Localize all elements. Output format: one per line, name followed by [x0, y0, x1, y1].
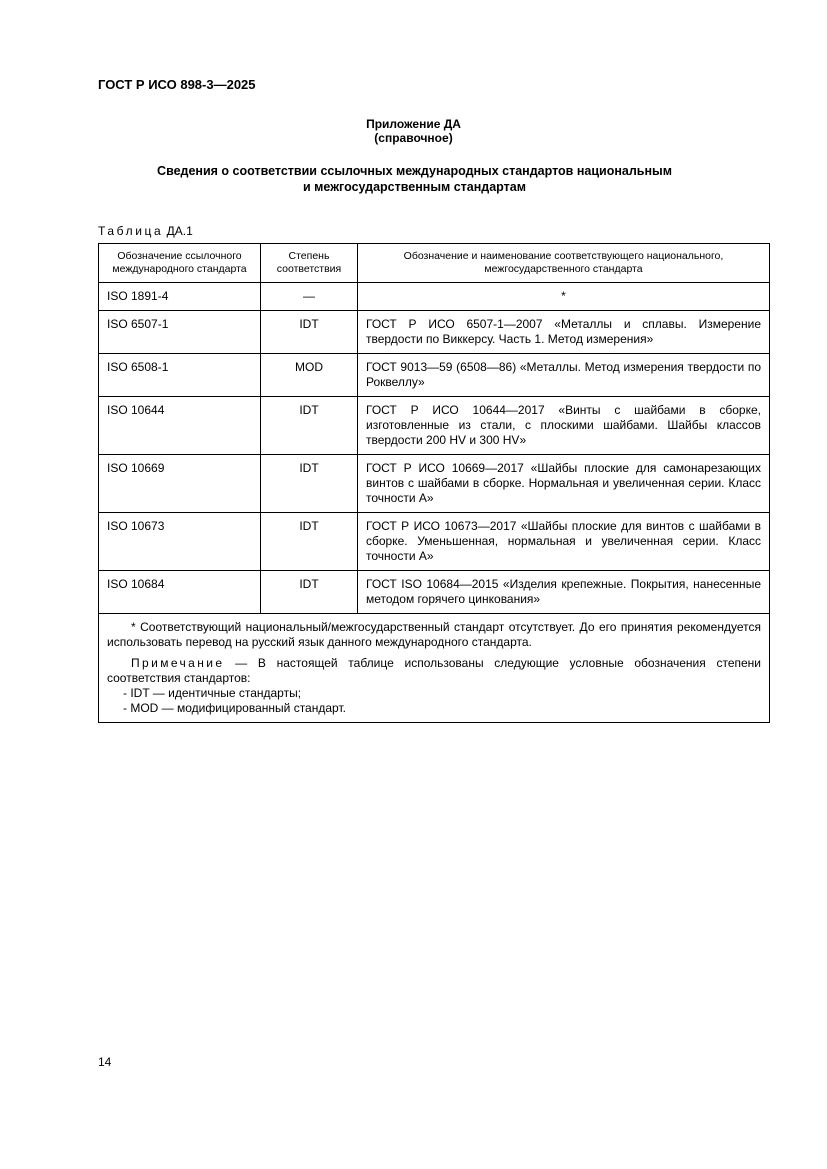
- cell-code: ISO 10644: [99, 397, 261, 455]
- table-notes-row: [99, 614, 770, 723]
- cell-name: ГОСТ Р ИСО 10673—2017 «Шайбы плоские для винтов с шайбами в сборке. Уменьшенная, нормальная и увеличенная серии. Класс точности А»: [358, 513, 770, 571]
- table-row: [99, 571, 770, 614]
- note-item-mod: - MOD — модифицированный стандарт.: [123, 701, 346, 715]
- cell-code: ISO 6508-1: [99, 354, 261, 397]
- cell-degree: IDT: [261, 397, 358, 455]
- cell-name: ГОСТ Р ИСО 10669—2017 «Шайбы плоские для самонарезающих винтов с шайбами в сборке. Нормальная и увеличенная серии. Класс точности А»: [358, 455, 770, 513]
- note: [107, 656, 761, 686]
- header-degree: Степень соответствия: [261, 244, 358, 283]
- table-header-row: [99, 244, 770, 283]
- annex-subtitle: (справочное): [374, 131, 453, 145]
- table-row: [99, 354, 770, 397]
- table-row: [99, 283, 770, 311]
- table-label: [98, 224, 193, 238]
- cell-name: ГОСТ ISO 10684—2015 «Изделия крепежные. Покрытия, нанесенные методом горячего цинкования»: [358, 571, 770, 614]
- cell-name: ГОСТ 9013—59 (6508—86) «Металлы. Метод измерения твердости по Роквеллу»: [358, 354, 770, 397]
- cell-code: ISO 10669: [99, 455, 261, 513]
- table-row: [99, 455, 770, 513]
- header-international-standard: Обозначение ссылочного международного стандарта: [99, 244, 261, 283]
- cell-code: ISO 1891-4: [99, 283, 261, 311]
- cell-name: ГОСТ Р ИСО 10644—2017 «Винты с шайбами в сборке, изготовленные из стали, с плоскими шайбами. Шайбы классов твердости 200 HV и 300 HV»: [358, 397, 770, 455]
- section-title-line-1: Сведения о соответствии ссылочных международных стандартов национальным: [157, 164, 672, 178]
- footnote: * Соответствующий национальный/межгосударственный стандарт отсутствует. До его принятия рекомендуется использовать перевод на русский язык данного международного стандарта.: [107, 620, 761, 649]
- section-title: [98, 163, 731, 195]
- cell-degree: IDT: [261, 311, 358, 354]
- note-text: — В настоящей таблице использованы следующие условные обозначения степени соответствия стандартов:: [107, 656, 761, 685]
- table-label-number: ДА.1: [163, 224, 193, 238]
- cell-degree: IDT: [261, 455, 358, 513]
- cell-degree: —: [261, 283, 358, 311]
- standards-table: [98, 243, 770, 723]
- table-row: [99, 513, 770, 571]
- table-row: [99, 397, 770, 455]
- table-row: [99, 311, 770, 354]
- document-code: ГОСТ Р ИСО 898-3—2025: [98, 77, 256, 92]
- cell-name: ГОСТ Р ИСО 6507-1—2007 «Металлы и сплавы. Измерение твердости по Виккерсу. Часть 1. Метод измерения»: [358, 311, 770, 354]
- cell-code: ISO 6507-1: [99, 311, 261, 354]
- note-item-idt: - IDT — идентичные стандарты;: [123, 686, 302, 700]
- cell-degree: IDT: [261, 513, 358, 571]
- cell-code: ISO 10684: [99, 571, 261, 614]
- page-number: 14: [98, 1055, 112, 1069]
- cell-name: *: [358, 283, 770, 311]
- table-label-word: Таблица: [98, 224, 164, 238]
- cell-degree: IDT: [261, 571, 358, 614]
- section-title-line-2: и межгосударственным стандартам: [303, 180, 526, 194]
- note-label: Примечание: [131, 656, 225, 670]
- table-notes: [99, 614, 770, 723]
- header-national-standard: Обозначение и наименование соответствующего национального, межгосударственного стандарта: [358, 244, 770, 283]
- cell-code: ISO 10673: [99, 513, 261, 571]
- cell-degree: MOD: [261, 354, 358, 397]
- annex-title: Приложение ДА: [366, 117, 461, 131]
